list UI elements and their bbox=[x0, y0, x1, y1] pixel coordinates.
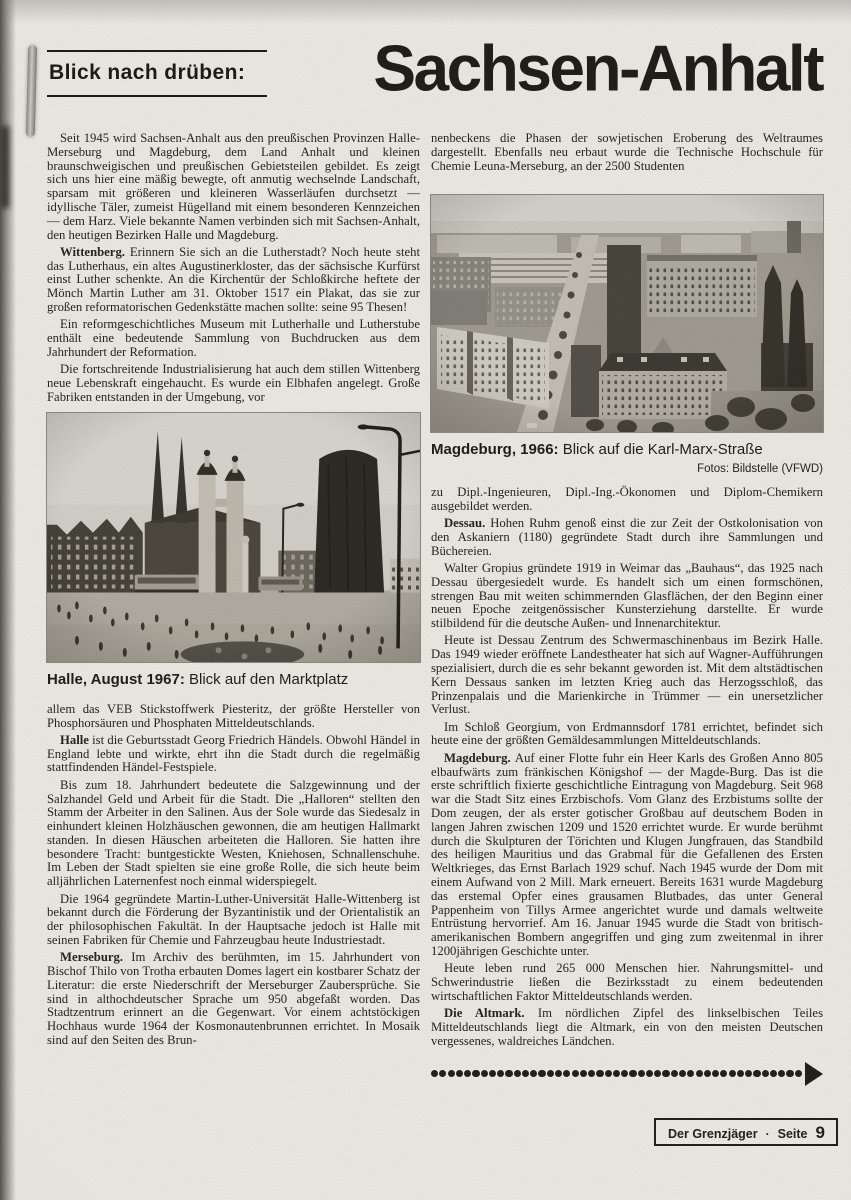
body-paragraph: Bis zum 18. Jahrhundert bedeutete die Salzgewinnung und der Salzhandel Geld und Arbeit für die Stadt. Die „Halloren“ stellten den Stamm der Arbeiter in den Salinen. Aus der Sole wurde das Siedesalz in einhundert kleinen Holzhäuschen gewonnen, die am heutigen Hallmarkt standen. In diesen Häuschen arbeiteten die Halloren. Sie hatten ihre besondere Tracht: buntgestickte Westen, Kniehosen, Schnallenschuhe. Im Leben der Stadt spielten sie eine große Rolle, die sich heute beim alljährlichen Laternenfest noch einmal widerspiegelt. bbox=[47, 777, 420, 889]
body-paragraph: Die fortschreitende Industrialisierung hat auch dem stillen Wittenberg neue Lebenskraft eingehaucht. Es wurde ein Elbhafen angelegt. Große Fabriken entstanden in der Umgebung, vor bbox=[47, 362, 420, 404]
divider-dot bbox=[671, 1070, 678, 1077]
divider-dot bbox=[439, 1070, 446, 1077]
body-paragraph: nenbeckens die Phasen der sowjetischen Eroberung des Weltraumes dargestellt. Ebenfalls neu erbaut wurde die Technische Hochschule für Chemie Leuna-Merseburg, an der 2500 Studenten bbox=[431, 131, 823, 173]
body-paragraph: Merseburg. Im Archiv des berühmten, im 15. Jahrhundert von Bischof Thilo von Trotha erbauten Domes lagert ein kostbarer Schatz der Literatur: die erste Niederschrift der Merseburger Zaubersprüche. Sie sind in althochdeutscher Sprache um 950 abgefaßt worden. Das Stadtzentrum erinnert an die Gegenwart. Vor einem achtstöckigen Hochhaus wurde 1964 der Kosmonautenbrunnen errichtet. In Mosaik sind auf den Seiten des Brun- bbox=[47, 950, 420, 1048]
divider-dot bbox=[489, 1070, 496, 1077]
paragraph-lead: Halle bbox=[60, 732, 93, 747]
divider-dot bbox=[431, 1070, 438, 1077]
body-paragraph: Heute ist Dessau Zentrum des Schwermaschinenbaus im Bezirk Halle. Das 1949 wieder eröffnete Landestheater hat sich auf Wagner-Aufführungen spezialisiert, durch die es sehr bekannt geworden ist. Mit dem altstädtischen Kern Dessaus sanken im letzten Krieg auch das Herzogsschloß, das Prinzenpalais und die Marienkirche in Trümmer — ein unersetzlicher Verlust. bbox=[431, 633, 823, 717]
divider-dot bbox=[547, 1070, 554, 1077]
divider-dot bbox=[770, 1070, 777, 1077]
divider-dot bbox=[720, 1070, 727, 1077]
divider-dot bbox=[481, 1070, 488, 1077]
divider-dot bbox=[588, 1070, 595, 1077]
divider-dot bbox=[497, 1070, 504, 1077]
divider-dot bbox=[555, 1070, 562, 1077]
divider-dot bbox=[745, 1070, 752, 1077]
divider-dot bbox=[621, 1070, 628, 1077]
binding-shadow bbox=[0, 126, 9, 208]
caption-lead: Halle, August 1967: bbox=[47, 670, 185, 688]
paragraph-lead: Wittenberg. bbox=[60, 244, 130, 259]
body-paragraph: Magdeburg. Auf einer Flotte fuhr ein Heer Karls des Großen Anno 805 elbaufwärts zum fränkischen Königshof — der Magde-Burg. Das ist die erste schriftlich fixierte geschichtliche Eintragung von Magdeburg. Seit 968 war die Stadt Sitz eines Erzbischofs. Vom Glanz des Erzbistums sollte der Dom zeugen, der als erster gotischer Großbau auf deutschem Boden in langen Jahren zwischen 1209 und 1520 errichtet wurde. Er wurde berühmt durch die Skulpturen der Törichten und Klugen Jungfrauen, das Standbild des heiligen Mauritius und das Grabmal für die Gefallenen des Ersten Weltkrieges, das Ernst Barlach 1929 schuf. Nach 1945 wurde der Dom mit einem Aufwand von 2 Mill. Mark erneuert. Bereits 1631 wurde Magdeburg das erstemal Opfer eines grausamen Blutbades, das unter General Pappenheim von Tillys Armee angerichtet wurde und damals weltweite Entrüstung hervorrief. Am 16. Januar 1945 wurde die Stadt von britisch-amerikanischen Bombern angegriffen und ging zum zweitenmal in ihrer 1200jährigen Geschichte unter. bbox=[431, 750, 823, 958]
divider-dot bbox=[605, 1070, 612, 1077]
left-text-top bbox=[47, 132, 420, 405]
body-paragraph: Seit 1945 wird Sachsen-Anhalt aus den preußischen Provinzen Halle-Merseburg und Magdeburg, dem Land Anhalt und kleinen braunschweigischen und preußischen Gebietsteilen gebildet. Es zeigt sich uns hier eine mäßig bewegte, oft anmutig wechselnde Landschaft, sparsam mit größeren und kleineren Wasserläufen durchsetzt — idyllische Täler, zumeist Hügelland mit einem besonderen Kennzeichen — dem Harz. Viele bekannte Namen verbinden sich mit Sachsen-Anhalt, den heutigen Bezirken Halle und Magdeburg. bbox=[47, 131, 420, 242]
paragraph-lead: Dessau. bbox=[444, 516, 491, 531]
magdeburg-photo-caption bbox=[431, 441, 823, 460]
divider-dot bbox=[638, 1070, 645, 1077]
divider-dot bbox=[530, 1070, 537, 1077]
caption-text: Blick auf die Karl-Marx-Straße bbox=[562, 441, 763, 459]
divider-dot bbox=[786, 1070, 793, 1077]
divider-dot bbox=[505, 1070, 512, 1077]
divider-dot bbox=[456, 1070, 463, 1077]
body-paragraph: Dessau. Hohen Ruhm genoß einst die zur Zeit der Ostkolonisation von den Askaniern (1180) gegründete Stadt durch ihre Sammlungen und Büchereien. bbox=[431, 516, 823, 558]
body-paragraph: zu Dipl.-Ingenieuren, Dipl.-Ing.-Ökonomen und Diplom-Chemikern ausgebildet werden. bbox=[431, 484, 823, 513]
body-paragraph: Halle ist die Geburtsstadt Georg Friedrich Händels. Obwohl Händel in England lebte und wirkte, ehrt ihn die Stadt durch die regelmäßig stattfindenden Händel-Festspiele. bbox=[47, 732, 420, 775]
right-text-bottom bbox=[431, 486, 823, 1049]
kicker-box bbox=[47, 50, 267, 97]
divider-dot bbox=[464, 1070, 471, 1077]
paragraph-lead: Magdeburg. bbox=[444, 750, 515, 765]
divider-dot bbox=[687, 1070, 694, 1077]
page-label: Seite bbox=[777, 1127, 808, 1141]
divider-dot bbox=[679, 1070, 686, 1077]
divider-dot bbox=[629, 1070, 636, 1077]
column-right bbox=[431, 132, 823, 1087]
right-text-top bbox=[431, 132, 823, 173]
body-paragraph: Walter Gropius gründete 1919 in Weimar das „Bauhaus“, das 1925 nach Dessau übergesiedelt wurde. Es handelt sich um einen formschönen, strengen Bau mit weiten schimmernden Glasflächen, der den Beginn einer neuen Epoche zeitgenössischer Kunsterziehung darstellte. Er wurde stilbildend für die deutsche Außen- und Innenarchitektur. bbox=[431, 560, 823, 631]
body-paragraph: Wittenberg. Erinnern Sie sich an die Lutherstadt? Noch heute steht das Lutherhaus, ein altes Augustinerkloster, das der sächsische Kurfürst einst Luther schenkte. An die Kirchentür der Schloßkirche heftete der Mönch Martin Luther am 31. Oktober 1517 ein Plakat, das sie zur großen reformatorischen Gedenkstätte machen sollte: seine 95 Thesen! bbox=[47, 244, 420, 315]
divider-dot bbox=[696, 1070, 703, 1077]
divider-dot bbox=[572, 1070, 579, 1077]
magdeburg-aerial-photo bbox=[431, 195, 823, 432]
page-footer bbox=[654, 1118, 838, 1146]
divider-dot bbox=[704, 1070, 711, 1077]
halle-photo-caption bbox=[47, 671, 420, 690]
divider-dot bbox=[580, 1070, 587, 1077]
body-paragraph: Die Altmark. Im nördlichen Zipfel des linkselbischen Teiles Mitteldeutschlands liegt die Altmark, ein von den meisten Deutschen vergessenes, waldreiches Ländchen. bbox=[431, 1006, 824, 1048]
body-paragraph: Ein reformgeschichtliches Museum mit Lutherhalle und Lutherstube enthält eine bedeutende Sammlung von Buchdrucken aus dem Jahrhundert der Reformation. bbox=[47, 317, 420, 359]
column-left bbox=[47, 132, 420, 1051]
paragraph-lead: Merseburg. bbox=[60, 950, 132, 965]
magazine-name: Der Grenzjäger bbox=[668, 1127, 758, 1141]
page-title: Sachsen-Anhalt bbox=[373, 31, 822, 105]
divider-dot bbox=[778, 1070, 785, 1077]
body-paragraph: Im Schloß Georgium, von Erdmannsdorf 1781 errichtet, befindet sich heute eine der größten Gemäldesammlungen Mitteldeutschlands. bbox=[431, 719, 823, 748]
left-text-bottom bbox=[47, 703, 420, 1048]
paragraph-lead: Die Altmark. bbox=[444, 1006, 538, 1021]
divider-dot bbox=[448, 1070, 455, 1077]
staple bbox=[26, 45, 37, 137]
divider-dot bbox=[613, 1070, 620, 1077]
divider-dot bbox=[795, 1070, 802, 1077]
divider-dot bbox=[514, 1070, 521, 1077]
magdeburg-photo-figure bbox=[431, 195, 823, 477]
body-paragraph: allem das VEB Stickstoffwerk Piesteritz, der größte Hersteller von Phosphorsäuren und Phosphaten Mitteldeutschlands. bbox=[47, 701, 420, 730]
divider-dot bbox=[596, 1070, 603, 1077]
page-number: 9 bbox=[815, 1123, 825, 1142]
divider-dot bbox=[753, 1070, 760, 1077]
halle-photo-figure bbox=[47, 413, 420, 690]
caption-text: Blick auf den Marktplatz bbox=[189, 670, 349, 688]
footer-separator: · bbox=[765, 1127, 770, 1141]
kicker-text: Blick nach drüben: bbox=[49, 61, 246, 84]
caption-lead: Magdeburg, 1966: bbox=[431, 441, 559, 459]
divider-dot bbox=[654, 1070, 661, 1077]
halle-marktplatz-photo bbox=[47, 413, 420, 662]
scan-edge-shadow-top bbox=[0, 0, 851, 24]
divider-dot bbox=[472, 1070, 479, 1077]
body-paragraph: Die 1964 gegründete Martin-Luther-Universität Halle-Wittenberg ist bekannt durch die Förderung der Byzantinistik und der Orientalistik an der philosophischen Fakultät. In der Hauptsache jedoch ist Halle mit seinen Fabriken für Chemie und Fahrzeugbau heute Industriestadt. bbox=[47, 891, 420, 947]
divider-dot bbox=[662, 1070, 669, 1077]
divider-dot bbox=[563, 1070, 570, 1077]
dotted-arrow-divider bbox=[431, 1061, 823, 1087]
divider-dot bbox=[522, 1070, 529, 1077]
divider-dot bbox=[646, 1070, 653, 1077]
divider-dot bbox=[729, 1070, 736, 1077]
divider-dot bbox=[762, 1070, 769, 1077]
dot-row bbox=[431, 1070, 802, 1077]
photo-credit: Fotos: Bildstelle (VFWD) bbox=[697, 463, 823, 476]
divider-dot bbox=[538, 1070, 545, 1077]
body-paragraph: Heute leben rund 265 000 Menschen hier. Nahrungsmittel- und Schwerindustrie ließen die Bezirksstadt zu einem bedeutenden wirtschaftlichen Faktor Mitteldeutschlands werden. bbox=[431, 961, 823, 1003]
divider-dot bbox=[737, 1070, 744, 1077]
divider-dot bbox=[712, 1070, 719, 1077]
arrow-right-icon bbox=[805, 1062, 823, 1086]
